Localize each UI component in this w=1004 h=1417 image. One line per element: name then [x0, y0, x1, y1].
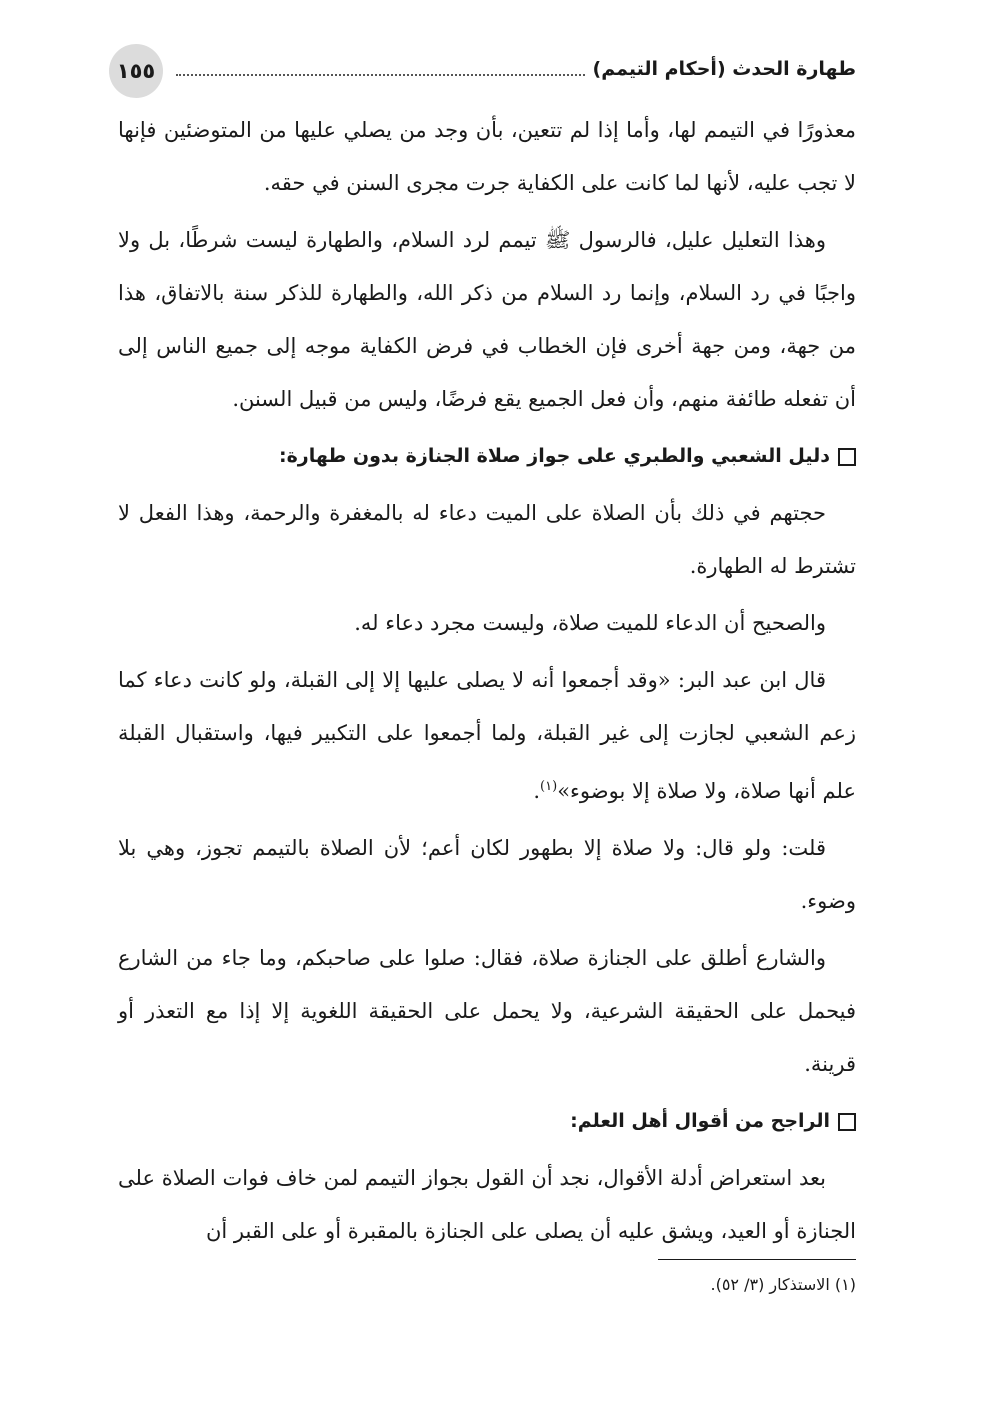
checkbox-bullet-icon [838, 448, 856, 466]
quote-text: قال ابن عبد البر: «وقد أجمعوا أنه لا يصلى عليها إلا إلى القبلة، ولو كانت دعاء كما زعم الشعبي لجازت إلى غير القبلة، ولما أجمعوا على التكبير فيها، واستقبال القبلة علم أنها صلاة، ولا صلاة إلا بوضوء» [118, 668, 856, 803]
page-body [118, 104, 856, 1262]
footnote-divider [658, 1259, 856, 1260]
footnote: (١) الاستذكار (٣/ ٥٢). [710, 1275, 856, 1294]
page-number: ١٥٥ [109, 44, 163, 98]
paragraph: معذورًا في التيمم لها، وأما إذا لم تتعين، بأن وجد من يصلي عليها من المتوضئين فإنها لا تجب عليه، لأنها لما كانت على الكفاية جرت مجرى السنن في حقه. [118, 118, 856, 195]
paragraph: حجتهم في ذلك بأن الصلاة على الميت دعاء له بالمغفرة والرحمة، وهذا الفعل لا تشترط له الطهارة. [118, 501, 856, 578]
paragraph [118, 654, 856, 818]
section-heading [118, 430, 856, 483]
paragraph: وهذا التعليل عليل، فالرسول ﷺ تيمم لرد السلام، والطهارة ليست شرطًا، بل ولا واجبًا في رد السلام، وإنما رد السلام من ذكر الله، والطهارة للذكر سنة بالاتفاق، هذا من جهة، ومن جهة أخرى فإن الخطاب في فرض الكفاية موجه إلى جميع الناس إلى أن تفعله طائفة منهم، وأن فعل الجميع يقع فرضًا، وليس من قبيل السنن. [118, 228, 856, 411]
section-heading [118, 1095, 856, 1148]
footnote-reference: (١) [540, 779, 558, 794]
paragraph: بعد استعراض أدلة الأقوال، نجد أن القول بجواز التيمم لمن خاف فوات الصلاة على الجنازة أو العيد، ويشق عليه أن يصلى على الجنازة بالمقبرة أو على القبر أن [118, 1166, 856, 1243]
paragraph: والصحيح أن الدعاء للميت صلاة، وليست مجرد دعاء له. [354, 611, 826, 635]
checkbox-bullet-icon [838, 1113, 856, 1131]
quote-end: . [533, 779, 541, 803]
section-heading-text: الراجح من أقوال أهل العلم: [570, 1110, 830, 1132]
section-heading-text: دليل الشعبي والطبري على جواز صلاة الجنازة بدون طهارة: [278, 445, 830, 467]
chapter-title: طهارة الحدث (أحكام التيمم) [592, 58, 856, 80]
paragraph: قلت: ولو قال: ولا صلاة إلا بطهور لكان أعم؛ لأن الصلاة بالتيمم تجوز، وهي بلا وضوء. [118, 836, 856, 913]
running-header [176, 52, 856, 86]
dotted-leader [176, 74, 585, 76]
paragraph: والشارع أطلق على الجنازة صلاة، فقال: صلوا على صاحبكم، وما جاء من الشارع فيحمل على الحقيقة الشرعية، ولا يحمل على الحقيقة اللغوية إلا إذا مع التعذر أو قرينة. [118, 946, 856, 1076]
